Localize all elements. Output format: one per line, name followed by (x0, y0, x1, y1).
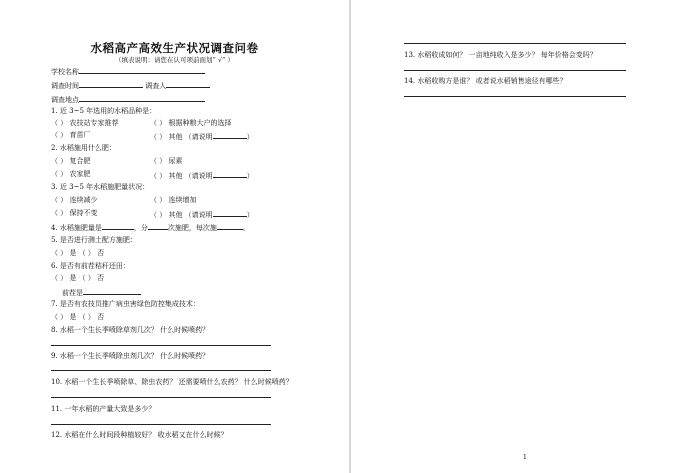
q3-option-increase[interactable]: （ ） 连续增加 (150, 196, 197, 204)
question-3: 3. 近 3~5 年水稻施肥量状况： (51, 183, 150, 191)
question-1: 1. 近 3~5 年选用的水稻品种是： (51, 107, 157, 115)
q3-option-decrease[interactable]: （ ） 连续减少 (51, 196, 98, 204)
q6-options[interactable]: （ ） 是 （ ） 否 (51, 274, 105, 282)
page-number: 1 (523, 454, 527, 461)
question-8: 8. 水稻一个生长季喷除草剂几次？ 什么时候喷药？ (51, 326, 210, 334)
q2-option-urea[interactable]: （ ） 尿素 (150, 157, 183, 165)
question-14: 14. 水稻收购方是谁？ 或者说水稻销售途径有哪些？ (404, 77, 567, 85)
q4-text-d: 。 (242, 224, 250, 232)
question-7: 7. 是否有农技员推广病虫害绿色防控集成技术： (51, 300, 200, 308)
q2-other-label: （ ） 其他 （请说明 (150, 172, 213, 180)
q1-close-paren: ） (246, 133, 254, 141)
q6-previous-crop (62, 287, 141, 298)
investigator-label: 调查人 (145, 82, 167, 90)
q13-answer-line[interactable] (404, 70, 626, 71)
school-input[interactable] (79, 66, 205, 74)
q2-option-other[interactable] (150, 170, 254, 181)
q2-close-paren: ） (246, 172, 254, 180)
q1-option-nursery[interactable]: （ ） 育苗厂 (51, 131, 91, 139)
q3-option-other[interactable] (150, 209, 254, 220)
q4-times-input[interactable] (148, 222, 168, 230)
q2-option-manure[interactable]: （ ） 农家肥 (51, 170, 91, 178)
q12-answer-line[interactable] (404, 43, 626, 44)
q2-option-compound[interactable]: （ ） 复合肥 (51, 157, 91, 165)
q1-option-farmer[interactable]: （ ） 根据种粮大户的选择 (150, 119, 232, 127)
q11-answer-line[interactable] (51, 424, 271, 425)
question-4 (51, 222, 250, 233)
q9-answer-line[interactable] (51, 370, 271, 371)
question-12: 12. 水稻在什么时间段种植较好？ 收水稻又在什么时候？ (51, 431, 228, 439)
q5-options[interactable]: （ ） 是 （ ） 否 (51, 249, 105, 257)
question-6: 6. 是否有前茬秸秆还田： (51, 262, 130, 270)
q1-option-expert[interactable]: （ ） 农技站专家推荐 (51, 119, 119, 127)
q4-each-input[interactable] (217, 222, 243, 230)
page-subtitle: （填表说明：请您在认可项前面划“ √” ） (115, 56, 234, 64)
question-5: 5. 是否进行测土配方施肥： (51, 236, 137, 244)
q3-other-input[interactable] (213, 209, 247, 217)
q2-other-input[interactable] (213, 170, 247, 178)
q14-answer-line[interactable] (404, 96, 626, 97)
q4-text-c: 次施肥，每次施 (167, 224, 217, 232)
date-field (51, 80, 210, 91)
date-input[interactable] (79, 80, 143, 88)
q6-previous-label: 前茬是 (62, 289, 83, 297)
page-left (0, 0, 349, 473)
question-9: 9. 水稻一个生长季喷除虫剂几次？ 什么时候喷药？ (51, 352, 210, 360)
q7-options[interactable]: （ ） 是 （ ） 否 (51, 313, 105, 321)
place-label: 调查地点 (51, 96, 79, 104)
school-label: 学校名称 (51, 68, 79, 76)
date-label: 调查时间 (51, 82, 79, 90)
question-13: 13. 水稻收成如何？ 一亩地纯收入是多少？ 每年价格会变吗？ (404, 51, 597, 59)
q6-previous-input[interactable] (83, 287, 141, 295)
investigator-input[interactable] (166, 80, 210, 88)
page-right (351, 0, 700, 473)
q1-other-input[interactable] (213, 131, 247, 139)
q10-answer-line[interactable] (51, 397, 271, 398)
q3-close-paren: ） (246, 211, 254, 219)
q8-answer-line[interactable] (51, 345, 271, 346)
question-11: 11. 一年水稻的产量大致是多少？ (51, 405, 156, 413)
school-field (51, 66, 205, 77)
place-field (51, 94, 205, 105)
place-input[interactable] (79, 94, 205, 102)
question-10: 10. 水稻一个生长季喷除草、除虫农药？ 还需要喷什么农药？ 什么时候喷药？ (51, 378, 293, 386)
q4-text-b: ，分 (133, 224, 148, 232)
q3-other-label: （ ） 其他 （请说明 (150, 211, 213, 219)
q4-amount-input[interactable] (102, 222, 134, 230)
q1-other-label: （ ） 其他 （请说明 (150, 133, 213, 141)
question-2: 2. 水稻施用什么肥： (51, 144, 116, 152)
page-title: 水稻高产高效生产状况调查问卷 (90, 41, 259, 55)
q3-option-same[interactable]: （ ） 保持不变 (51, 209, 98, 217)
q4-text-a: 4. 水稻施肥量是 (51, 224, 102, 232)
q1-option-other[interactable] (150, 131, 254, 142)
